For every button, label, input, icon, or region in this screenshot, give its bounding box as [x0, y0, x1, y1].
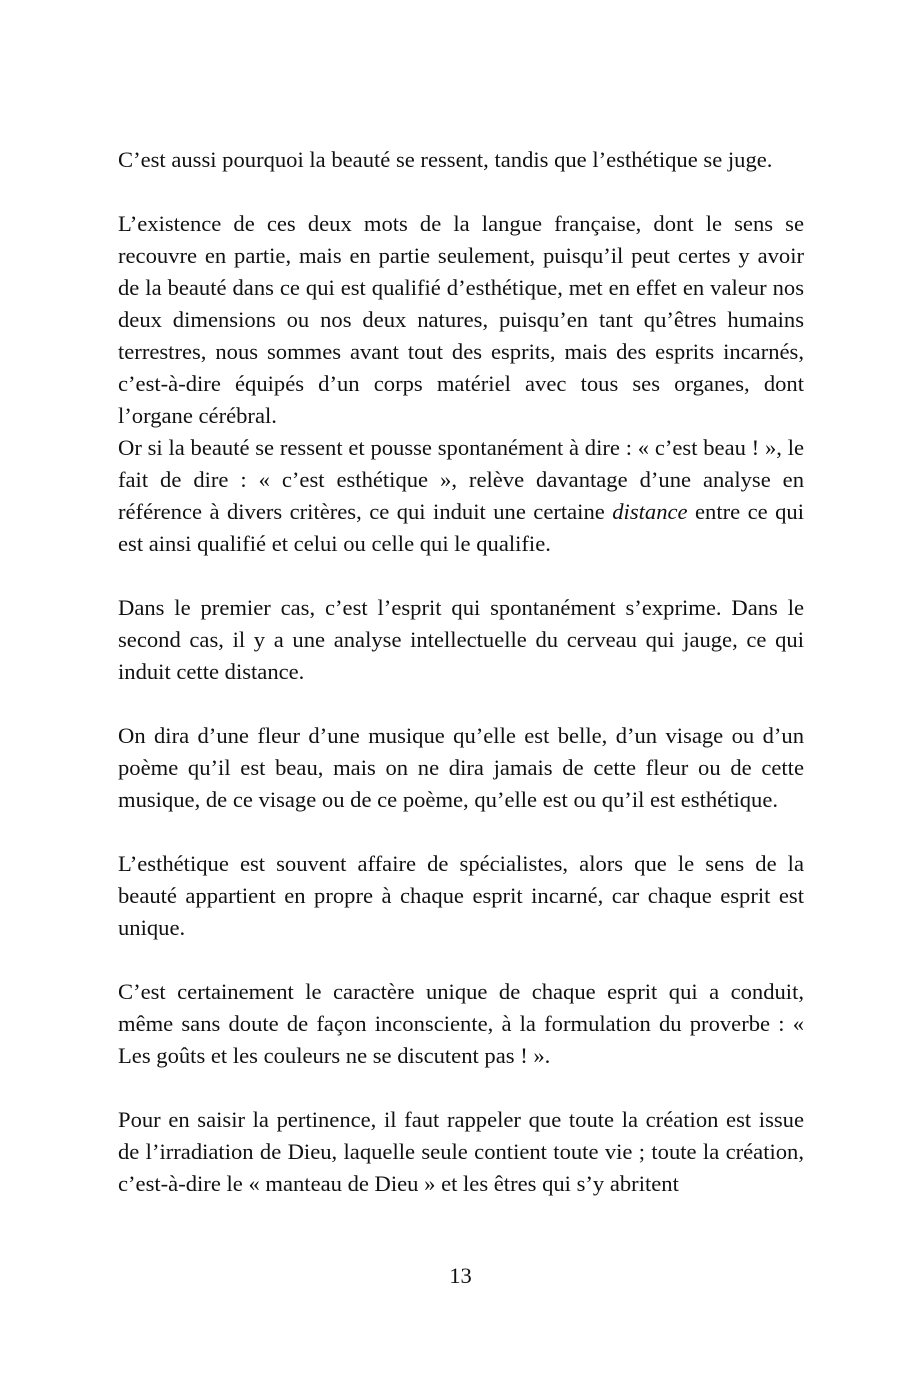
- paragraph-8: Pour en saisir la pertinence, il faut rappeler que toute la création est issue de l’irradiation de Dieu, laquelle seule contient toute vie ; toute la création, c’est-à-dire le « manteau de Dieu » et les êtres qui s’y abritent: [118, 1107, 804, 1196]
- paragraph-3-after: entre ce qui est ainsi qualifié et celui ou celle qui le qualifie.: [118, 499, 804, 556]
- paragraph-2: L’existence de ces deux mots de la langue française, dont le sens se recouvre en partie, mais en partie seulement, puisqu’il peut certes y avoir de la beauté dans ce qui est qualifié d’esthétique, met en effet en valeur nos deux dimensions ou nos deux natures, puisqu’en tant qu’êtres humains terrestres, nous sommes avant tout des esprits, mais des esprits incarnés, c’est-à-dire équipés d’un corps matériel avec tous ses organes, dont l’organe cérébral.: [118, 211, 804, 428]
- paragraph-3-before: Or si la beauté se ressent et pousse spontanément à dire : « c’est beau ! », le fait de dire : « c’est esthétique », relève davantage d’une analyse en référence à divers critères, ce qui induit une certaine: [118, 435, 804, 524]
- paragraph-3: [118, 432, 804, 560]
- body-text: [118, 144, 804, 1200]
- paragraph-5: On dira d’une fleur d’une musique qu’elle est belle, d’un visage ou d’un poème qu’il est beau, mais on ne dira jamais de cette fleur ou de cette musique, de ce visage ou de ce poème, qu’elle est ou qu’il est esthétique.: [118, 723, 804, 812]
- paragraph-4: Dans le premier cas, c’est l’esprit qui spontanément s’exprime. Dans le second cas, il y a une analyse intellectuelle du cerveau qui jauge, ce qui induit cette distance.: [118, 595, 804, 684]
- paragraph-6: L’esthétique est souvent affaire de spécialistes, alors que le sens de la beauté appartient en propre à chaque esprit incarné, car chaque esprit est unique.: [118, 851, 804, 940]
- paragraph-1: C’est aussi pourquoi la beauté se ressent, tandis que l’esthétique se juge.: [118, 147, 773, 172]
- emphasis-distance: distance: [612, 499, 688, 524]
- paragraph-7: C’est certainement le caractère unique de chaque esprit qui a conduit, même sans doute de façon inconsciente, à la formulation du proverbe : « Les goûts et les couleurs ne se discutent pas ! ».: [118, 979, 804, 1068]
- page-number: 13: [449, 1263, 472, 1288]
